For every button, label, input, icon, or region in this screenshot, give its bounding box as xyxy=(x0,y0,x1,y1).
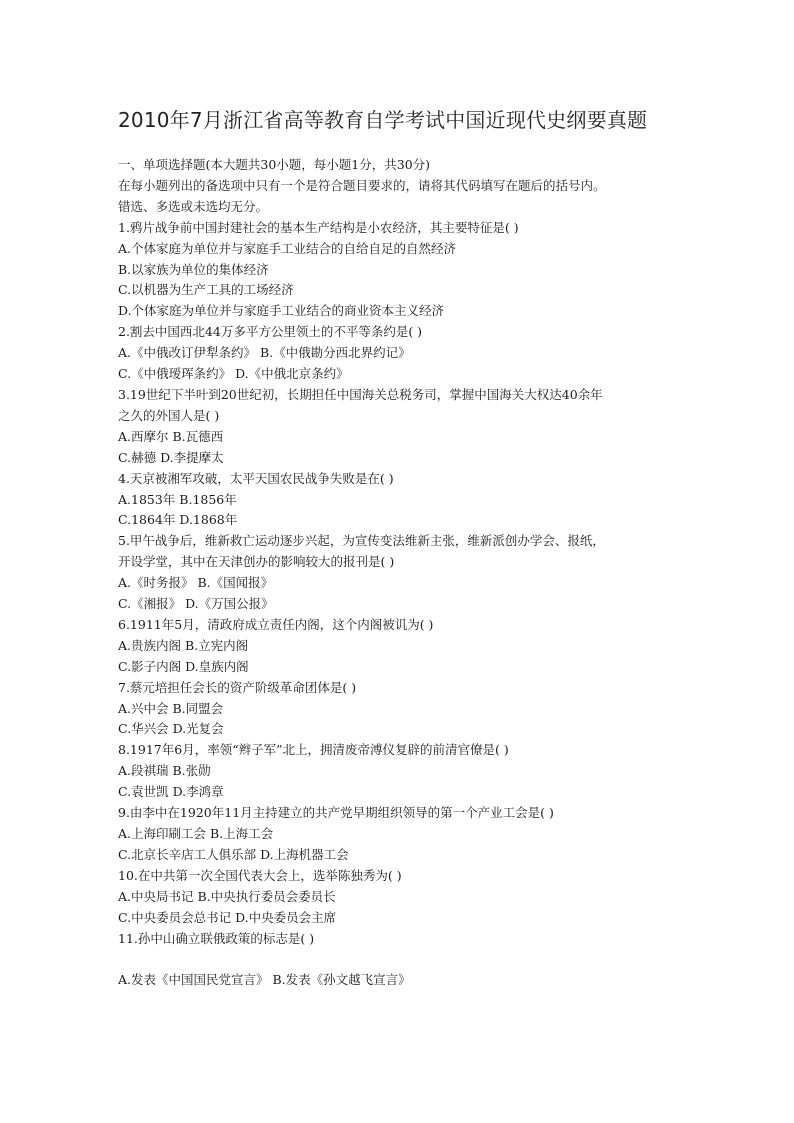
question-option: C.以机器为生产工具的工场经济 xyxy=(118,282,294,298)
question-option: A.上海印刷工会 B.上海工会 xyxy=(118,826,274,841)
question-option: A.中央局书记 B.中央执行委员会委员长 xyxy=(118,888,336,904)
question-stem: 1.鸦片战争前中国封建社会的基本生产结构是小农经济，其主要特征是( ) xyxy=(118,219,519,235)
question-stem: 3.19世纪下半叶到20世纪初，长期担任中国海关总税务司，掌握中国海关大权达40余年 xyxy=(118,386,603,402)
question-stem: 之久的外国人是( ) xyxy=(118,407,220,423)
question-stem: 10.在中共第一次全国代表大会上，选举陈独秀为( ) xyxy=(118,867,402,883)
question-stem: 9.由李中在1920年11月主持建立的共产党早期组织领导的第一个产业工会是( ) xyxy=(118,805,554,821)
blank-line xyxy=(118,949,678,970)
question-stem: 5.甲午战争后，维新救亡运动逐步兴起，为宣传变法维新主张，维新派创办学会、报纸， xyxy=(118,533,605,549)
question-option: D.个体家庭为单位并与家庭手工业结合的商业资本主义经济 xyxy=(118,303,445,319)
question-stem: 6.1911年5月，清政府成立责任内阁，这个内阁被讥为( ) xyxy=(118,616,434,632)
question-option: A.个体家庭为单位并与家庭手工业结合的自给自足的自然经济 xyxy=(118,240,457,256)
question-option: C.影子内阁 D.皇族内阁 xyxy=(118,658,249,674)
question-option: C.《中俄瑷珲条约》 D.《中俄北京条约》 xyxy=(118,366,349,382)
question-option: A.1853年 B.1856年 xyxy=(118,491,237,507)
question-stem: 4.天京被湘军攻破，太平天国农民战争失败是在( ) xyxy=(118,470,394,486)
question-option: A.贵族内阁 B.立宪内阁 xyxy=(118,637,249,653)
document-title: 2010年7月浙江省高等教育自学考试中国近现代史纲要真题 xyxy=(118,108,648,132)
question-option: A.段祺瑞 B.张勋 xyxy=(118,763,211,779)
question-option: A.西摩尔 B.瓦德西 xyxy=(118,428,224,444)
section-instruction: 错选、多选或未选均无分。 xyxy=(118,198,269,214)
question-stem: 2.割去中国西北44万多平方公里领土的不平等条约是( ) xyxy=(118,324,423,340)
section-heading: 一、单项选择题(本大题共30小题，每小题1分，共30分) xyxy=(118,157,431,172)
question-stem: 开设学堂，其中在天津创办的影响较大的报刊是( ) xyxy=(118,554,395,570)
question-option: C.中央委员会总书记 D.中央委员会主席 xyxy=(118,909,337,925)
question-option: C.《湘报》 D.《万国公报》 xyxy=(118,596,274,612)
question-stem: 11.孙中山确立联俄政策的标志是( ) xyxy=(118,930,315,946)
question-stem: 7.蔡元培担任会长的资产阶级革命团体是( ) xyxy=(118,679,357,695)
question-stem: 8.1917年6月，率领“辫子军”北上，拥清废帝溥仪复辟的前清官僚是( ) xyxy=(118,742,509,758)
question-option: B.以家族为单位的集体经济 xyxy=(118,261,269,277)
question-option: A.兴中会 B.同盟会 xyxy=(118,700,224,716)
question-option: C.1864年 D.1868年 xyxy=(118,512,238,528)
question-option: C.袁世凯 D.李鸿章 xyxy=(118,784,224,800)
question-option: C.赫德 D.李提摩太 xyxy=(118,449,224,465)
question-option: A.《时务报》 B.《国闻报》 xyxy=(118,575,274,591)
section-instruction: 在每小题列出的备选项中只有一个是符合题目要求的，请将其代码填写在题后的括号内。 xyxy=(118,177,606,193)
question-option: A.发表《中国国民党宣言》 B.发表《孙文越飞宣言》 xyxy=(118,972,411,988)
question-option: A.《中俄改订伊犁条约》 B.《中俄勘分西北界约记》 xyxy=(118,345,411,361)
question-option: C.北京长辛店工人俱乐部 D.上海机器工会 xyxy=(118,846,349,862)
document-body xyxy=(118,155,678,991)
document-page xyxy=(118,0,678,991)
question-option: C.华兴会 D.光复会 xyxy=(118,721,224,737)
